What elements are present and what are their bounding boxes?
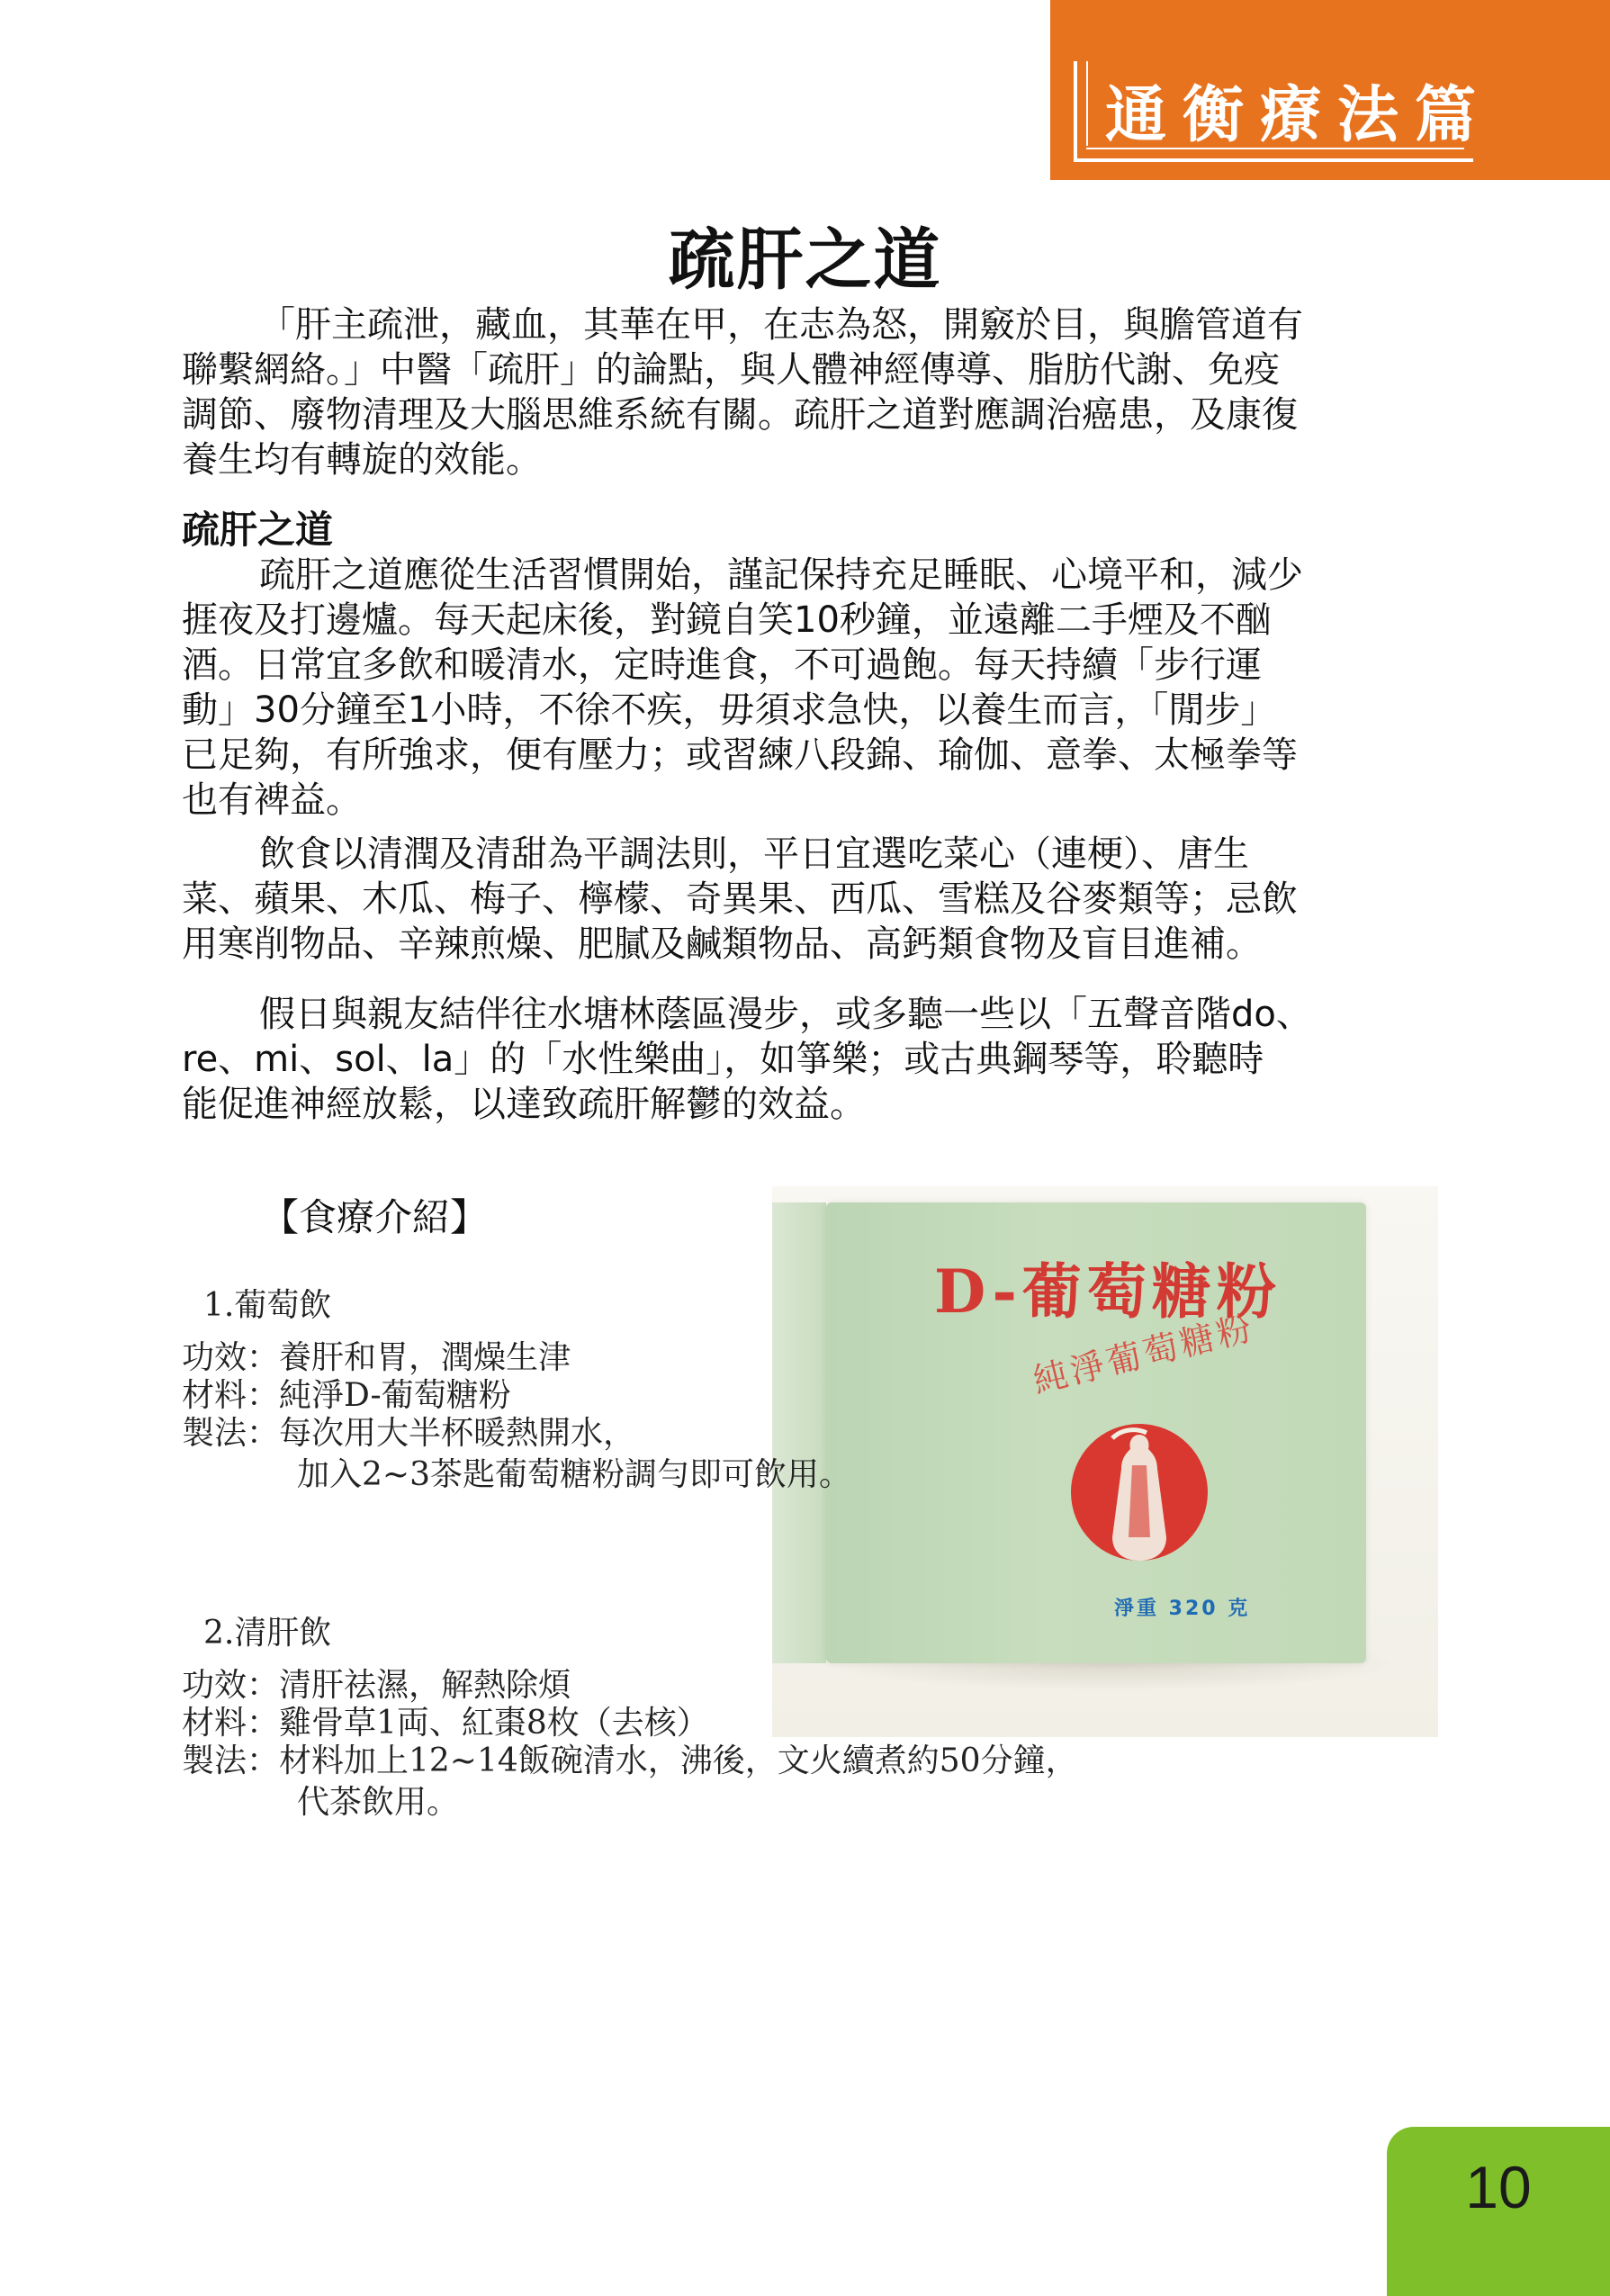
paragraph-line: 菜、蘋果、木瓜、梅子、檸檬、奇異果、西瓜、雪糕及谷麥類等；忌飲 [182,878,1298,920]
box-net-weight: 淨重 320 克 [1114,1598,1251,1620]
intro-line: 調節、廢物清理及大腦思維系統有關。疏肝之道對應調治癌患，及康復 [182,394,1298,436]
paragraph-line: 假日與親友結伴往水塘林蔭區漫步，或多聽一些以「五聲音階do、 [259,994,1312,1035]
paragraph-line: 用寒削物品、辛辣煎燥、肥膩及鹹類物品、高鈣類食物及盲目進補。 [182,923,1262,965]
recipe-method-continued: 代茶飲用。 [297,1784,460,1821]
glucose-powder-photo [772,1186,1438,1737]
recipe-method-continued: 加入2~3茶匙葡萄糖粉調勻即可飲用。 [297,1456,851,1493]
intro-paragraph [182,302,1406,482]
recipe-title: 2.清肝飲 [203,1615,332,1652]
lifestyle-paragraph [182,553,1406,823]
paragraph-line: 動」30分鐘至1小時，不徐不疾，毋須求急快，以養生而言，「閒步」 [182,689,1277,731]
diet-paragraph [182,832,1406,967]
paragraph-line: 疏肝之道應從生活習慣開始，謹記保持充足睡眠、心境平和，減少 [259,554,1303,596]
box-side [772,1202,826,1663]
section-subheading: 疏肝之道 [182,508,334,552]
paragraph-line: 已足夠，有所強求，便有壓力；或習練八段錦、瑜伽、意拳、太極拳等 [182,734,1298,776]
recipe-method: 製法：每次用大半杯暖熱開水， [182,1415,636,1452]
paragraph-line: 酒。日常宜多飲和暖清水，定時進食，不可過飽。每天持續「步行運 [182,644,1262,686]
intro-line: 養生均有轉旋的效能。 [182,439,542,481]
page-number: 10 [1465,2154,1532,2220]
intro-line: 「肝主疏泄，藏血，其華在甲，在志為怒，開竅於目，與膽管道有 [259,304,1303,346]
recipe-ingredients: 材料：雞骨草1両、紅棗8枚（去核） [182,1705,709,1742]
intro-line: 聯繫網絡。」中醫「疏肝」的論點，與人體神經傳導、脂肪代謝、免疫 [182,349,1280,391]
recipe-effect: 功效：清肝祛濕，解熱除煩 [182,1667,571,1704]
recipe-effect: 功效：養肝和胃，潤燥生津 [182,1339,571,1376]
recipe-title: 1.葡萄飲 [203,1287,332,1324]
box-subtitle-text: 純淨葡萄糖粉 [1029,1307,1259,1401]
paragraph-line: 能促進神經放鬆，以達致疏肝解鬱的效益。 [182,1084,866,1125]
recipe-method: 製法：材料加上12~14飯碗清水，沸後，文火續煮約50分鐘， [182,1742,1078,1779]
page-title: 疏肝之道 [668,221,942,299]
paragraph-line: 也有裨益。 [182,779,362,821]
paragraph-line: 飲食以清潤及清甜為平調法則，平日宜選吃菜心（連梗）、唐生 [259,833,1249,875]
section-label: 通衡療法篇 [1105,79,1493,151]
goddess-emblem-icon [1049,1402,1229,1582]
glucose-box [826,1202,1366,1663]
paragraph-line: 捱夜及打邊爐。每天起床後，對鏡自笑10秒鐘，並遠離二手煙及不酗 [182,599,1272,641]
paragraph-line: re、mi、sol、la」的「水性樂曲」，如箏樂；或古典鋼琴等，聆聽時 [182,1039,1264,1080]
leisure-paragraph [182,992,1406,1127]
recipes-heading: 【食療介紹】 [261,1195,489,1239]
box-brand-text: D-葡萄糖粉 [934,1256,1282,1327]
recipe-ingredients: 材料：純淨D-葡萄糖粉 [182,1377,511,1414]
